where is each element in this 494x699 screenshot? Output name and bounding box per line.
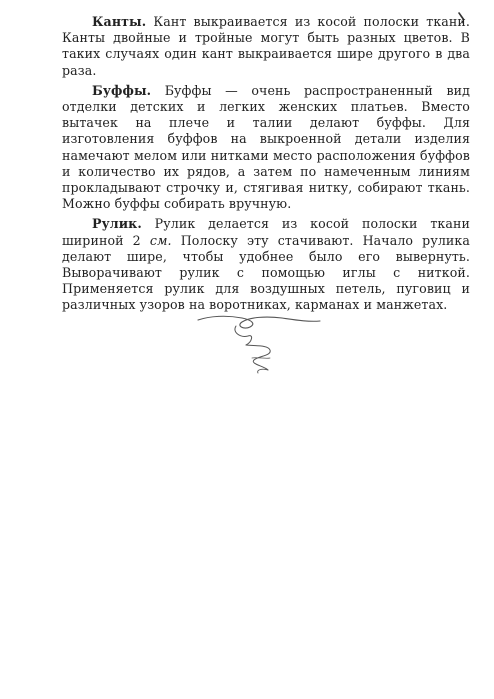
term-rulik: Рулик. xyxy=(92,216,142,232)
term-kanty: Канты. xyxy=(92,14,147,29)
paragraph-rulik-text-after: Полоску эту стачивают. Начало рулика делают шире, чтобы удобнее было его вывернуть. Выворачивают рулик с помощью иглы с ниткой. Применяется рулик для воздушных петель, пуговиц и различных узоров на воротниках, карманах и манжетах. xyxy=(62,232,470,313)
paragraph-rulik-text-before: Рулик делается из косой полоски ткани шириной 2 xyxy=(62,216,470,248)
paragraph-kanty xyxy=(62,14,470,79)
term-buffy: Буффы. xyxy=(92,82,152,98)
paragraph-rulik xyxy=(62,216,470,313)
paragraph-kanty-text: Кант выкраивается из косой полоски ткани. Канты двойные и тройные могут быть разных цветов. В таких случаях один кант выкраивается шире другого в два раза. xyxy=(62,14,470,78)
paragraph-buffy-text: Буффы — очень распространенный вид отделки детских и легких женских платьев. Вместо вытачек на плече и талии делают буффы. Для изготовления буффов на выкроенной детали изделия намечают мелом или нитками место расположения буффов и количество их рядов, а затем по намеченным линиям прокладывают строчку и, стягивая нитку, собирают ткань. Можно буффы собирать вручную. xyxy=(62,82,470,212)
unit-cm: см. xyxy=(149,232,172,248)
paragraph-buffy xyxy=(62,83,470,213)
flourish-ornament xyxy=(196,312,322,374)
body-text xyxy=(62,14,470,314)
